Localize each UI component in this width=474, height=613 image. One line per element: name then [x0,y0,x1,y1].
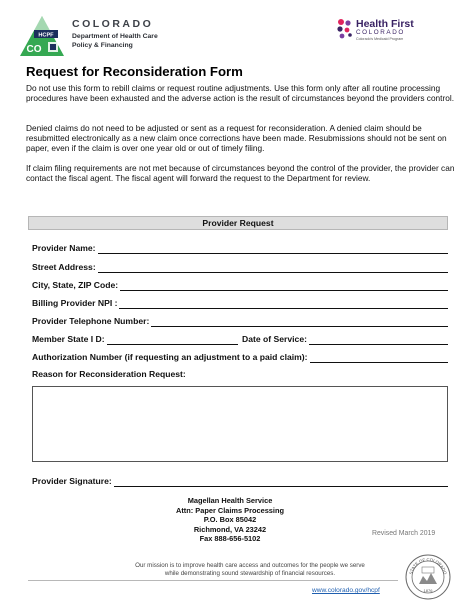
billing-npi-field[interactable] [32,297,448,309]
address-line-1: Magellan Health Service [187,496,273,505]
health-first-state: COLORADO [356,29,405,36]
health-first-tagline: Colorado's Medicaid Program [356,37,404,41]
signature-field[interactable] [32,475,448,487]
footer-divider [28,580,398,581]
mission-line-2: while demonstrating sound stewardship of financial resources. [164,570,336,577]
street-address-line[interactable] [98,264,448,273]
hcpf-logo-block [20,16,220,56]
hcpf-website-link[interactable]: www.colorado.gov/hcpf [312,587,380,594]
city-state-zip-field[interactable] [32,279,448,291]
city-state-zip-line[interactable] [120,282,448,291]
health-first-dots-icon [336,18,354,40]
member-state-id-field[interactable] [32,333,238,345]
city-state-zip-label: City, State, ZIP Code: [32,280,119,290]
mission-statement [100,562,400,578]
reason-label: Reason for Reconsideration Request: [32,369,186,379]
address-line-4: Richmond, VA 23242 [193,524,267,534]
department-line-1: Department of Health Care [72,33,158,40]
health-first-name: Health First [356,18,414,30]
mailing-address [130,496,330,544]
member-state-id-line[interactable] [107,336,238,345]
address-line-5: Fax 888-656-5102 [199,534,261,544]
signature-line[interactable] [114,478,448,487]
telephone-line[interactable] [151,318,448,327]
signature-label: Provider Signature: [32,476,112,486]
intro-paragraph-3: If claim filing requirements are not met because of circumstances beyond the control of the provider, the provider can contact the fiscal agent. The fiscal agent will forward the request to the Department for review. [26,163,455,184]
department-name [72,18,158,50]
authorization-number-label: Authorization Number (if requesting an adjustment to a paid claim): [32,352,308,362]
street-address-label: Street Address: [32,262,96,272]
health-first-logo-block [336,18,446,50]
date-of-service-line[interactable] [309,336,448,345]
telephone-label: Provider Telephone Number: [32,316,150,326]
provider-name-label: Provider Name: [32,243,96,253]
telephone-field[interactable] [32,315,448,327]
state-name: COLORADO [72,18,154,30]
seal-text: STATE OF COLORADO [408,556,448,575]
billing-npi-label: Billing Provider NPI : [32,298,118,308]
authorization-number-line[interactable] [310,354,449,363]
date-of-service-label: Date of Service: [242,334,307,344]
seal-year: 1876 [423,588,433,593]
co-initials-text: CO [26,44,42,55]
intro-paragraph-1: Do not use this form to rebill claims or request routine adjustments. Use this form only after all routine processing procedures have been exhausted and the adverse action is the result of circumstances beyond the providers control. [26,83,455,104]
colorado-hcpf-logo-icon [20,16,64,56]
intro-paragraph-2: Denied claims do not need to be adjusted or sent as a request for reconsideration. A denied claim should be resubmitted electronically as a new claim once corrections have been made. Resubmissions should not be sent on paper, even if the claim is over one year old or out of timely filing. [26,123,447,154]
provider-request-header: Provider Request [28,216,448,230]
revised-date: Revised March 2019 [372,530,436,537]
department-line-2: Policy & Financing [72,41,133,49]
reason-field [32,368,186,380]
reason-textarea[interactable] [32,386,448,462]
address-line-2: Attn: Paper Claims Processing [175,505,285,515]
state-seal-icon [405,554,451,600]
hcpf-badge-text: HCPF [38,32,54,39]
provider-name-line[interactable] [98,245,448,254]
form-title: Request for Reconsideration Form [26,64,243,79]
billing-npi-line[interactable] [119,300,448,309]
mission-line-1: Our mission is to improve health care access and outcomes for the people we serve [135,562,365,569]
date-of-service-field[interactable] [242,333,448,345]
address-line-3: P.O. Box 85042 [203,515,257,525]
member-state-id-label: Member State I D: [32,334,105,344]
street-address-field[interactable] [32,261,448,273]
authorization-number-field[interactable] [32,351,448,363]
provider-name-field[interactable] [32,242,448,254]
